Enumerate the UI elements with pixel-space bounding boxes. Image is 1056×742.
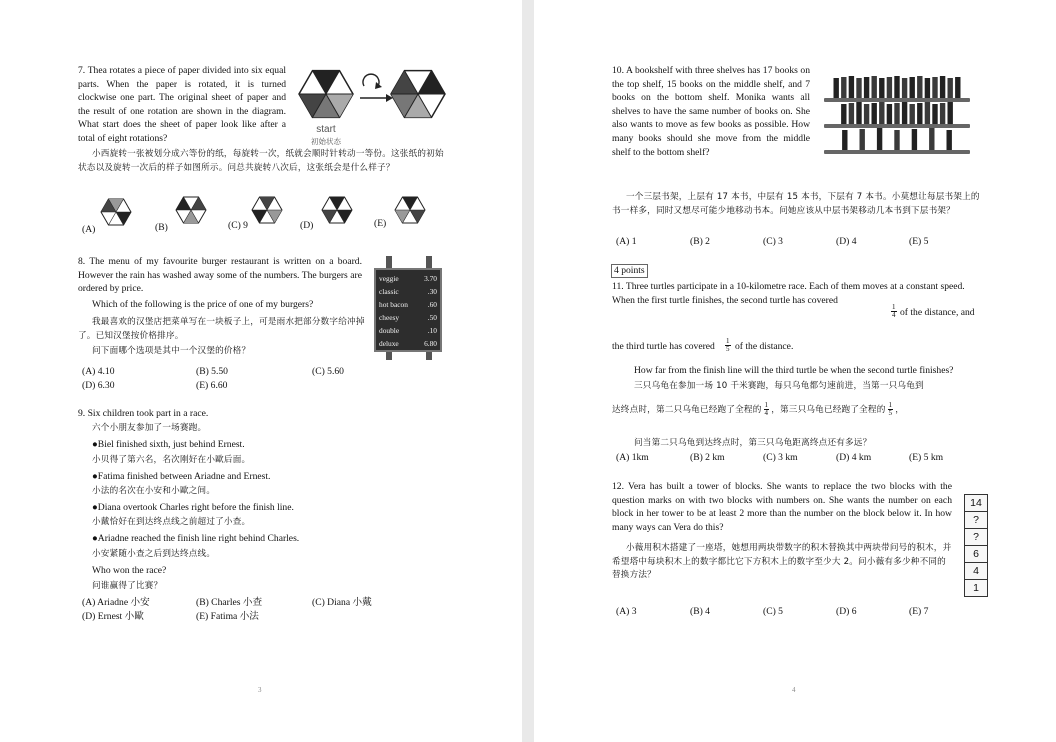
q11-text-zh: 三只乌龟在参加一场 10 千米赛跑，每只乌龟都匀速前进，当第一只乌龟到 — [634, 381, 924, 391]
hexagon-d-icon — [320, 194, 354, 226]
q9-option-d[interactable]: (D) Ernest 小歐 — [82, 611, 144, 622]
q9-question: Who won the race? — [92, 565, 167, 576]
q11-question-zh: 问当第二只乌龟到达终点时，第三只乌龟距离终点还有多远？ — [634, 438, 872, 448]
book — [879, 102, 884, 124]
book — [947, 130, 952, 150]
q7-option-b[interactable]: (B) — [155, 222, 168, 233]
book — [925, 78, 930, 98]
book — [948, 78, 953, 98]
menu-row: double .10 — [379, 326, 437, 335]
book — [940, 76, 945, 98]
q11-text-cont: of the distance, and — [900, 307, 975, 318]
book — [864, 104, 869, 124]
q10-option-c[interactable]: (C) 3 — [763, 236, 783, 247]
bookshelf-icon — [824, 70, 970, 160]
q12-option-a[interactable]: (A) 3 — [616, 606, 637, 617]
menu-board — [372, 256, 444, 360]
q9-clue-2-zh: 小法的名次在小安和小歐之间。 — [92, 486, 216, 496]
book — [887, 77, 892, 98]
q9-text: 9. Six children took part in a race. — [78, 408, 209, 419]
q11-option-b[interactable]: (B) 2 km — [690, 452, 725, 463]
book — [849, 76, 854, 98]
q8-option-a[interactable]: (A) 4.10 — [82, 366, 115, 377]
q11-option-a[interactable]: (A) 1km — [616, 452, 649, 463]
q9-clue-3-zh: 小戴恰好在到达终点线之前超过了小查。 — [92, 517, 251, 527]
tower-block: 4 — [964, 563, 988, 580]
q9-clue-3: ●Diana overtook Charles right before the finish line. — [92, 502, 294, 513]
book — [849, 103, 854, 124]
q9-clue-1-zh: 小贝得了第六名，名次刚好在小歐后面。 — [92, 455, 251, 465]
book — [834, 78, 839, 98]
q11-option-d[interactable]: (D) 4 km — [836, 452, 872, 463]
page-3 — [0, 0, 522, 742]
q9-question-zh: 问谁赢得了比赛？ — [92, 581, 163, 591]
q11-text-2: the third turtle has covered — [612, 341, 715, 352]
q10-option-a[interactable]: (A) 1 — [616, 236, 637, 247]
hexagon-a-icon — [99, 196, 133, 228]
q11-text-zh-2: 达终点时，第二只乌龟已经跑了全程的 $\frac{1}{4}$ ，第三只乌龟已经跑了全程的 $\frac{1}{5}$ ， — [612, 401, 905, 417]
q9-clue-2: ●Fatima finished between Ariadne and Ernest. — [92, 471, 271, 482]
q9-text-zh: 六个小朋友参加了一场赛跑。 — [92, 423, 207, 433]
page-number: 4 — [792, 686, 796, 694]
q8-option-d[interactable]: (D) 6.30 — [82, 380, 115, 391]
menu-row: veggie 3.70 — [379, 274, 437, 283]
q11-frac-2: $\frac{1}{5}$ — [726, 336, 730, 353]
book — [841, 77, 846, 98]
q10-text: 10. A bookshelf with three shelves has 17 books on the top shelf, 15 books on the middle shelf, and 7 books on the bottom shelf. Monika wants all shelves to have the same number of books on. She also wants to move as few books as possible. How many books should she move from the middle shelf to the bottom shelf? — [612, 65, 810, 158]
book — [894, 76, 899, 98]
q8-question-zh: 问下面哪个选项是其中一个汉堡的价格？ — [92, 346, 251, 356]
q11-question: How far from the finish line will the third turtle be when the second turtle finishes? — [634, 365, 954, 376]
q12-text-zh: 小薇用积木搭建了一座塔，她想用两块带数字的积木替换其中两块带问号的积木，并希望塔中每块积木上的数字都比它下方积木上的数字至少大 2。问小薇有多少种不同的替换方法？ — [612, 543, 952, 581]
book — [917, 76, 922, 98]
hexagon-e-icon — [393, 194, 427, 226]
hexagon-c-icon — [250, 194, 284, 226]
book — [932, 77, 937, 98]
q8-question: Which of the following is the price of one of my burgers? — [92, 299, 314, 310]
q11-frac-1: $\frac{1}{4}$ — [892, 302, 896, 319]
book — [872, 76, 877, 98]
book — [910, 104, 915, 124]
q10-option-b[interactable]: (B) 2 — [690, 236, 710, 247]
q7-text: 7. Thea rotates a piece of paper divided into six equal parts. When the paper is rotated, it is turned clockwise one part. The original sheet of paper and the result of one rotation are shown in the diagram. What start does the sheet of paper look like after a total of eight rotations? — [78, 65, 286, 144]
book — [910, 77, 915, 98]
book — [917, 103, 922, 124]
book — [948, 102, 953, 124]
tower-block: ? — [964, 512, 988, 529]
book — [841, 104, 846, 124]
q11-option-c[interactable]: (C) 3 km — [763, 452, 798, 463]
q8-option-b[interactable]: (B) 5.50 — [196, 366, 228, 377]
book — [929, 128, 934, 150]
book — [860, 129, 865, 150]
start-label: start — [316, 124, 336, 135]
menu-row: deluxe 6.80 — [379, 339, 437, 348]
block-tower — [964, 494, 988, 597]
book — [940, 103, 945, 124]
bookshelf-books — [834, 76, 961, 150]
q7-option-d[interactable]: (D) — [300, 220, 314, 231]
tower-block: ? — [964, 529, 988, 546]
book — [856, 78, 861, 98]
book — [887, 104, 892, 124]
q9-option-b[interactable]: (B) Charles 小查 — [196, 597, 263, 608]
q9-option-c[interactable]: (C) Diana 小戴 — [312, 597, 372, 608]
tower-block: 6 — [964, 546, 988, 563]
q7-option-c[interactable]: (C) 9 — [228, 220, 248, 231]
book — [872, 103, 877, 124]
book — [842, 130, 847, 150]
menu-row: cheesy .50 — [379, 313, 437, 322]
book — [894, 130, 899, 150]
hexagon-b-icon — [174, 194, 208, 226]
q8-option-e[interactable]: (E) 6.60 — [196, 380, 228, 391]
q12-option-d[interactable]: (D) 6 — [836, 606, 857, 617]
q8-option-c[interactable]: (C) 5.60 — [312, 366, 344, 377]
tower-block: 14 — [964, 494, 988, 512]
q12-text: 12. Vera has built a tower of blocks. She wants to replace the two blocks with the question marks on with two blocks with numbers on. She wants the number on each block in her tower to be at least 2 more than the number on the block below it. In how many ways can Vera do this? — [612, 481, 952, 533]
q8-text: 8. The menu of my favourite burger restaurant is written on a board. However the rain has washed away some of the numbers. The burgers are ordered by price. — [78, 256, 362, 295]
hexagon-rotated-icon — [391, 71, 445, 118]
page-4 — [534, 0, 1056, 742]
book — [877, 128, 882, 150]
q12-option-b[interactable]: (B) 4 — [690, 606, 710, 617]
book — [932, 104, 937, 124]
book — [879, 78, 884, 98]
menu-row: hot bacon .60 — [379, 300, 437, 309]
q11-text: 11. Three turtles participate in a 10-kilometre race. Each of them moves at a constant speed. When the first turtle finishes, the second turtle has covered — [612, 281, 965, 306]
q9-clue-1: ●Biel finished sixth, just behind Ernest. — [92, 439, 245, 450]
q9-option-a[interactable]: (A) Ariadne 小安 — [82, 597, 150, 608]
book — [902, 78, 907, 98]
book — [902, 102, 907, 124]
q12-option-c[interactable]: (C) 5 — [763, 606, 783, 617]
menu-board-panel — [374, 268, 442, 352]
tower-block: 1 — [964, 580, 988, 597]
hexagon-start-icon — [299, 71, 353, 118]
q8-text-zh: 我最喜欢的汉堡店把菜单写在一块板子上，可是雨水把部分数字给冲掉了。已知汉堡按价格排序。 — [78, 317, 365, 341]
points-label: 4 points — [611, 264, 648, 278]
q10-option-e[interactable]: (E) 5 — [909, 236, 929, 247]
book — [955, 77, 960, 98]
book — [925, 102, 930, 124]
menu-row: classic .30 — [379, 287, 437, 296]
q7-option-e[interactable]: (E) — [374, 218, 387, 229]
q11-option-e[interactable]: (E) 5 km — [909, 452, 944, 463]
book — [864, 77, 869, 98]
q7-option-a[interactable]: (A) — [82, 224, 96, 235]
q10-option-d[interactable]: (D) 4 — [836, 236, 857, 247]
q12-option-e[interactable]: (E) 7 — [909, 606, 929, 617]
q11-text-2-cont: of the distance. — [735, 341, 794, 352]
book — [856, 102, 861, 124]
q7-rotation-diagram — [296, 64, 446, 148]
start-label-zh: 初始状态 — [311, 137, 341, 146]
q9-clue-4: ●Ariadne reached the finish line right behind Charles. — [92, 533, 300, 544]
q9-clue-4-zh: 小安紧随小查之后到达终点线。 — [92, 549, 216, 559]
page-number: 3 — [258, 686, 262, 694]
rotate-clockwise-icon — [360, 74, 393, 102]
q9-option-e[interactable]: (E) Fatima 小法 — [196, 611, 259, 622]
book — [912, 129, 917, 150]
q10-text-zh: 一个三层书架，上层有 17 本书，中层有 15 本书，下层有 7 本书。小莫想让每层书架上的书一样多，同时又想尽可能少地移动书本。问她应该从中层书架移动几本书到下层书架？ — [612, 192, 980, 216]
book — [894, 103, 899, 124]
q7-text-zh: 小西旋转一张被划分成六等份的纸，每旋转一次，纸就会顺时针转动一等份。这张纸的初始状态以及旋转一次后的样子如图所示。问总共旋转八次后，这张纸会是什么样子？ — [78, 149, 444, 173]
